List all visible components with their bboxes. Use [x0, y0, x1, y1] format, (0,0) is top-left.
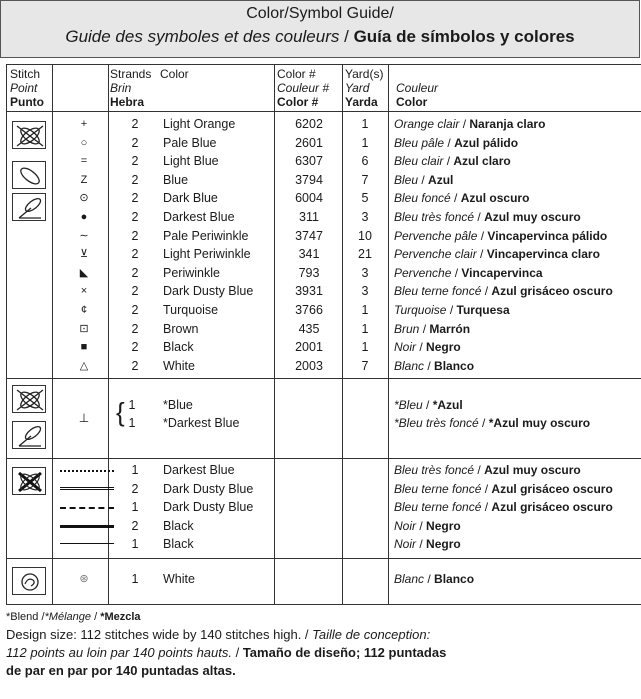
color-row [6, 282, 641, 300]
row-couleur: Pervenche / Vincapervinca [394, 265, 543, 280]
row-symbol: Z [80, 173, 88, 186]
row-couleur: Noir / Negro [394, 518, 461, 533]
header-color-number: Color # Couleur # Color # [277, 67, 330, 109]
row-couleur: Bleu terne foncé / Azul grisáceo oscuro [394, 284, 613, 299]
color-table [6, 64, 641, 605]
row-color: Darkest Blue [163, 210, 235, 224]
row-yards: 1 [361, 340, 369, 355]
row-couleur: Blanc / Blanco [394, 358, 475, 373]
row-strands: 2 [131, 154, 139, 169]
blend-row: 1 *Blue *Bleu / *Azul [128, 398, 463, 412]
row-strands: 1 [131, 500, 139, 514]
color-row [6, 152, 641, 170]
guide-title: Color/Symbol Guide/ [246, 5, 394, 22]
row-couleur: Bleu foncé / Azul oscuro [394, 191, 530, 206]
row-color: Dark Dusty Blue [163, 284, 254, 299]
backstitch-line-double [60, 487, 114, 490]
row-symbol: ■ [80, 341, 88, 354]
row-symbol: ⊙ [79, 192, 89, 205]
blend-brace: { [116, 397, 125, 427]
row-strands: 2 [131, 247, 139, 262]
row-color: Pale Blue [163, 135, 217, 150]
row-symbol: ∼ [79, 229, 89, 242]
row-divider [6, 604, 641, 605]
row-couleur: Brun / Marrón [394, 321, 471, 336]
row-strands: 2 [131, 172, 139, 187]
header-yards: Yard(s) Yard Yarda [345, 67, 384, 109]
row-divider [6, 558, 641, 559]
row-yards: 7 [361, 172, 369, 187]
row-color: Light Orange [163, 117, 236, 131]
header-color: Color [160, 67, 189, 81]
row-strands: 2 [131, 210, 139, 224]
row-color: Pale Periwinkle [163, 228, 249, 243]
color-row [6, 171, 641, 189]
row-symbol: + [80, 118, 88, 130]
french-knot-row: ⊛ 1 White Blanc / Blanco [79, 572, 475, 586]
subtitle-es: Guía de símbolos y colores [353, 27, 575, 46]
row-couleur: Orange clair / Naranja claro [394, 117, 546, 131]
row-color: Light Blue [163, 154, 219, 169]
row-strands: 2 [131, 284, 139, 299]
row-symbol: ◣ [79, 266, 89, 279]
row-yards: 1 [361, 321, 369, 336]
row-color-number: 2601 [295, 135, 323, 150]
row-symbol: × [80, 285, 88, 298]
row-couleur: Bleu très foncé / Azul muy oscuro [394, 463, 581, 477]
row-strands: 2 [131, 191, 139, 206]
row-color-number: 6004 [295, 191, 323, 206]
design-size-note: Design size: 112 stitches wide by 140 stitches high. / Taille de conception: 112 points au loin par 140 points hauts. / Tamaño de diseño; 112 puntadas de par en par por 140 puntadas altas. [6, 627, 447, 678]
color-row [6, 189, 641, 207]
row-color: Brown [163, 321, 199, 336]
row-couleur: Noir / Negro [394, 537, 461, 551]
row-color-number: 311 [299, 210, 319, 224]
row-couleur: Bleu terne foncé / Azul grisáceo oscuro [394, 481, 613, 496]
row-symbol: △ [79, 359, 89, 372]
row-strands: 2 [131, 321, 139, 336]
row-color: Darkest Blue [163, 463, 235, 477]
row-strands: 1 [131, 463, 139, 477]
color-row [6, 208, 641, 226]
row-symbol: ⊻ [79, 248, 89, 261]
row-color-number: 3931 [295, 284, 323, 299]
color-row [6, 320, 641, 338]
row-yards: 5 [361, 191, 369, 206]
row-color: Black [163, 340, 194, 355]
header-strands: Strands Brin Hebra [110, 67, 152, 109]
row-strands: 2 [131, 303, 139, 317]
row-color-number: 6202 [295, 117, 323, 131]
color-row [6, 357, 641, 375]
row-strands: 2 [131, 265, 139, 280]
guide-header [0, 0, 640, 58]
row-color: Turquoise [163, 303, 219, 317]
row-color: Dark Dusty Blue [163, 481, 254, 496]
header-couleur: Couleur Color [396, 81, 439, 109]
color-row [6, 227, 641, 245]
blend-row: 1 *Darkest Blue *Bleu très foncé / *Azul muy oscuro [128, 416, 591, 430]
row-yards: 21 [358, 247, 372, 262]
row-divider [6, 111, 641, 112]
row-yards: 1 [361, 117, 369, 131]
color-row [6, 301, 641, 319]
row-yards: 1 [361, 135, 369, 150]
row-yards: 7 [361, 358, 369, 373]
row-strands: 2 [131, 518, 139, 533]
row-strands: 2 [131, 135, 139, 150]
row-color-number: 793 [298, 265, 320, 280]
backstitch-line-thin [60, 543, 114, 544]
backstitch-line-dashed [60, 507, 114, 509]
guide-subtitle [1, 27, 639, 47]
row-color-number: 3766 [295, 303, 323, 317]
row-color: Blue [163, 172, 189, 187]
row-symbol: ⊡ [79, 322, 89, 335]
row-color: Black [163, 518, 194, 533]
row-strands: 2 [131, 117, 139, 131]
row-color-number: 3747 [295, 228, 323, 243]
blend-symbol: ⊥ [78, 411, 90, 425]
backstitch-line-dotted [60, 470, 114, 472]
row-color-number: 435 [298, 321, 320, 336]
row-color: Periwinkle [163, 265, 220, 280]
row-strands: 1 [131, 537, 139, 551]
row-color: Dark Blue [163, 191, 218, 206]
row-yards: 1 [361, 303, 369, 317]
color-row [6, 338, 641, 356]
color-row [6, 115, 641, 133]
row-couleur: Noir / Negro [394, 340, 461, 355]
row-color-number: 6307 [295, 154, 323, 169]
row-divider [6, 458, 641, 459]
footer-notes [6, 608, 626, 680]
row-color-number: 341 [298, 247, 320, 262]
backstitch-line-thick [60, 525, 114, 528]
row-symbol: = [80, 155, 88, 168]
row-couleur: Bleu clair / Azul claro [394, 154, 511, 169]
row-color: White [163, 358, 195, 373]
row-strands: 2 [131, 228, 139, 243]
row-couleur: Bleu terne foncé / Azul grisáceo oscuro [394, 500, 613, 514]
row-couleur: Pervenche pâle / Vincapervinca pálido [394, 228, 608, 243]
subtitle-fr: Guide des symboles et des couleurs [65, 27, 340, 46]
row-strands: 2 [131, 481, 139, 496]
backstitch-row [6, 535, 641, 553]
row-color-number: 2001 [295, 340, 323, 355]
row-symbol: ¢ [80, 304, 88, 316]
row-symbol: ○ [80, 136, 88, 149]
row-couleur: Bleu / Azul [394, 172, 454, 187]
row-couleur: Bleu très foncé / Azul muy oscuro [394, 210, 581, 224]
row-yards: 10 [358, 228, 372, 243]
row-strands: 2 [131, 340, 139, 355]
row-color-number: 3794 [295, 172, 323, 187]
row-couleur: Turquoise / Turquesa [394, 303, 510, 317]
color-row [6, 245, 641, 263]
blend-note: *Blend /*Mélange / *Mezcla [6, 611, 141, 623]
row-yards: 6 [361, 154, 369, 169]
row-color: Light Periwinkle [163, 247, 251, 262]
header-stitch: Stitch Point Punto [10, 67, 44, 109]
color-row [6, 134, 641, 152]
row-yards: 3 [361, 284, 369, 299]
row-symbol: ● [80, 211, 88, 223]
row-strands: 2 [131, 358, 139, 373]
row-couleur: Bleu pâle / Azul pálido [394, 135, 519, 150]
color-row [6, 264, 641, 282]
row-couleur: Pervenche clair / Vincapervinca claro [394, 247, 600, 262]
row-yards: 3 [361, 265, 369, 280]
subtitle-sep: / [339, 27, 354, 46]
row-color: Dark Dusty Blue [163, 500, 254, 514]
row-color: Black [163, 537, 194, 551]
row-divider [6, 378, 641, 379]
row-color-number: 2003 [295, 358, 323, 373]
row-yards: 3 [361, 210, 369, 224]
